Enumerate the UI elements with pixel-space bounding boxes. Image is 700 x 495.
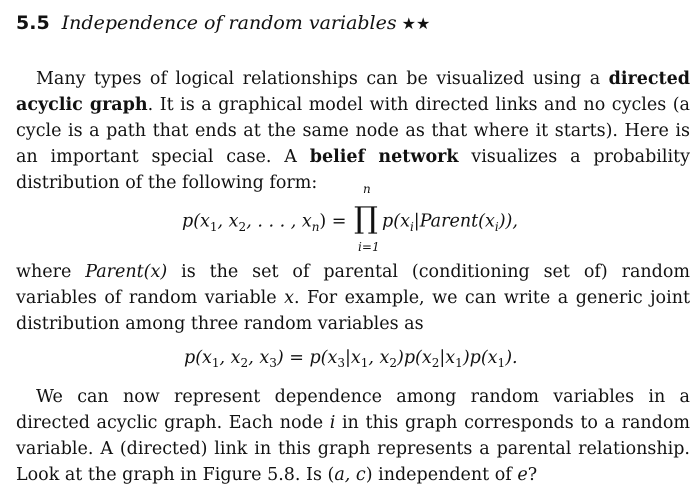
eq2-subscript: 3 (337, 356, 345, 370)
para2-text-1: where (16, 262, 86, 282)
eq2-part: ) = p(x (276, 348, 338, 368)
equation-belief-network (182, 182, 518, 254)
para3-text-4: ? (527, 465, 538, 485)
section-heading (16, 12, 430, 34)
para2-text-2: is the set of parental (conditioning set of) random variables of random variable (16, 262, 690, 308)
para3-math-ac: a, c (334, 465, 366, 485)
eq1-part: , . . . , x (246, 211, 312, 232)
product-upper-limit: n (363, 182, 371, 196)
para2-text-3: . For example, we can write a generic joint distribution among three random variables as (16, 288, 690, 334)
para2-math-x: x (284, 288, 294, 308)
product-operator (354, 182, 380, 254)
difficulty-stars: ★★ (401, 14, 431, 33)
eq2-subscript: 2 (389, 356, 398, 370)
eq1-subscript: 1 (209, 219, 218, 234)
para1-text-2: . It is a graphical model with directed links and no cycles (a cycle is a path that ends at the same node as that where it starts). Here is an important special case. A (16, 95, 690, 167)
eq1-part: ) = (319, 211, 353, 232)
equation-joint-distribution (184, 348, 518, 368)
eq2-part: |x (439, 348, 456, 368)
eq2-subscript: 3 (269, 356, 277, 370)
para3-text-1: We can now represent dependence among random variables in a directed acyclic graph. Each node (16, 387, 690, 433)
eq1-subscript: 2 (238, 219, 247, 234)
eq2-subscript: 1 (360, 356, 369, 370)
eq1-subscript: n (311, 219, 320, 234)
eq2-subscript: 1 (211, 356, 220, 370)
section-title: Independence of random variables (61, 12, 397, 34)
eq1-part: |Parent(x (413, 211, 495, 232)
term-belief-network: belief network (309, 147, 459, 167)
eq1-part: p(x (182, 211, 210, 232)
paragraph-intro (16, 66, 690, 196)
paragraph-parent-definition (16, 259, 690, 337)
eq2-part: p(x (184, 348, 212, 368)
para3-math-e: e (517, 465, 528, 485)
eq2-part: , x (248, 348, 270, 368)
paragraph-question (16, 384, 690, 488)
eq2-part: )p(x (397, 348, 432, 368)
para2-math-parent: Parent(x) (85, 262, 168, 282)
eq2-subscript: 2 (431, 356, 440, 370)
eq1-subscript: i (409, 219, 414, 234)
eq2-part: ). (505, 348, 518, 368)
eq2-subscript: 1 (455, 356, 463, 370)
eq1-part: )), (498, 211, 518, 232)
eq2-subscript: 1 (497, 356, 506, 370)
term-directed-acyclic-graph: directed acyclic graph (16, 69, 690, 115)
para3-text-3: ) independent of (365, 465, 518, 485)
eq1-subscript: i (494, 219, 499, 234)
eq2-part: |x (344, 348, 361, 368)
para1-text-1: Many types of logical relationships can be visualized using a (36, 69, 609, 89)
product-lower-limit: i=1 (358, 240, 380, 254)
eq1-part: , x (217, 211, 239, 232)
eq1-part: p(x (382, 211, 410, 232)
para3-text-2: in this graph corresponds to a random variable. A (directed) link in this graph represents a parental relationship. Look at the graph in Figure 5.8. Is ( (16, 413, 690, 485)
eq2-subscript: 2 (240, 356, 249, 370)
para1-text-3: visualizes a probability distribution of the following form: (16, 147, 690, 193)
eq2-part: )p(x (462, 348, 498, 368)
product-symbol: ∏ (354, 201, 378, 236)
eq2-part: , x (219, 348, 241, 368)
eq2-part: , x (368, 348, 390, 368)
para3-math-i: i (329, 413, 336, 433)
section-number: 5.5 (16, 12, 50, 34)
